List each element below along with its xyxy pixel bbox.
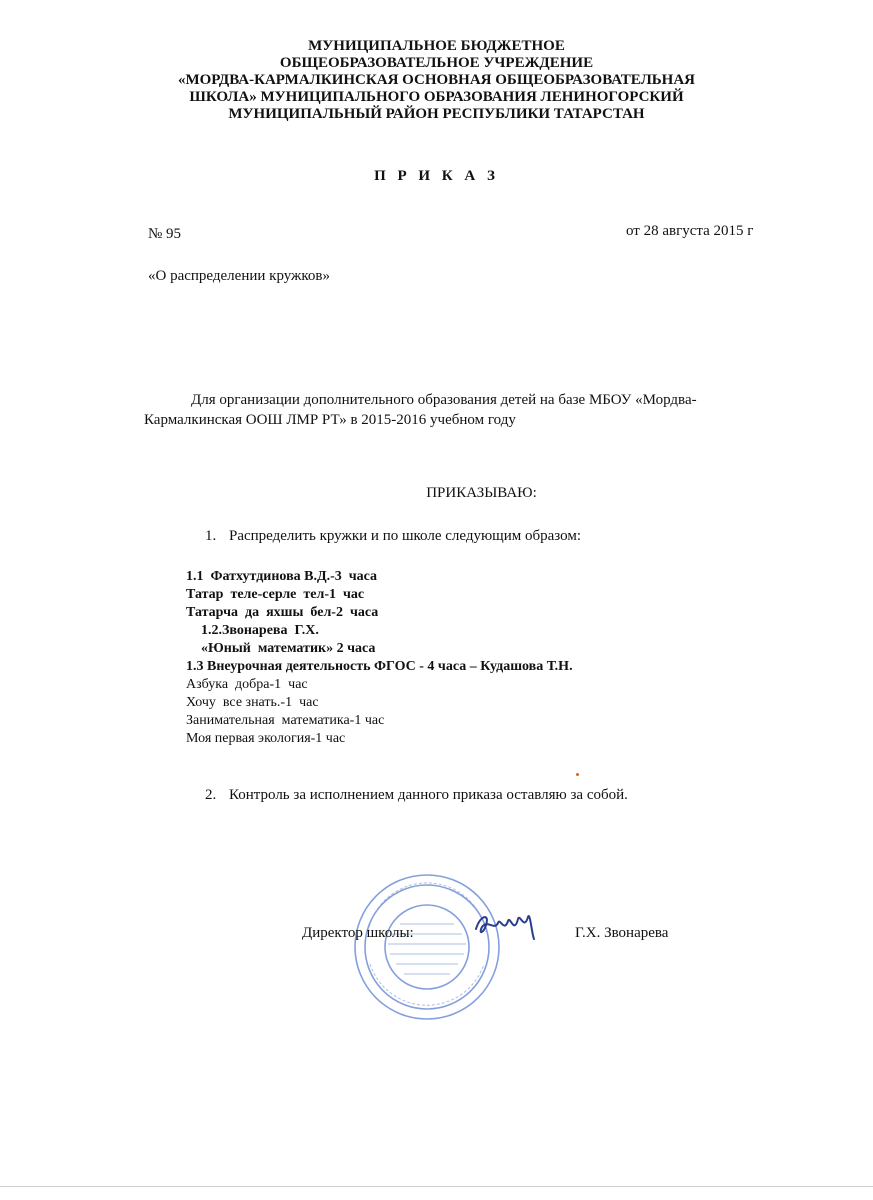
signatory-name: Г.Х. Звонарева [575,925,669,941]
list-item: Моя первая экология-1 час [186,731,346,746]
header-line: ШКОЛА» МУНИЦИПАЛЬНОГО ОБРАЗОВАНИЯ ЛЕНИНОГОРСКИЙ [189,89,684,105]
list-item: «Юный математик» 2 часа [194,641,376,656]
item-number: 2. [205,787,217,803]
intro-line: Кармалкинская ООШ ЛМР РТ» в 2015-2016 учебном году [144,412,516,428]
signature-label: Директор школы: [302,925,414,941]
list-item: Татарча да яхшы бел-2 часа [186,605,379,620]
order-item-1 [205,528,581,545]
document-title: П Р И К А З [374,168,499,184]
list-item: 1.1 Фатхутдинова В.Д.-3 часа [186,569,378,584]
header-line: МУНИЦИПАЛЬНЫЙ РАЙОН РЕСПУБЛИКИ ТАТАРСТАН [228,106,645,122]
list-item: Азбука добра-1 час [186,677,308,692]
list-item: 1.2.Звонарева Г.Х. [194,623,319,638]
club-list [186,568,573,748]
header-line: ОБЩЕОБРАЗОВАТЕЛЬНОЕ УЧРЕЖДЕНИЕ [279,55,594,71]
order-subject: «О распределении кружков» [148,268,331,284]
intro-paragraph [144,390,784,430]
item-text: Распределить кружки и по школе следующим образом: [229,528,582,544]
school-seal-icon [352,872,502,1022]
ink-mark [576,773,579,776]
list-item: Хочу все знать.-1 час [186,695,319,710]
list-item: 1.3 Внеурочная деятельность ФГОС - 4 часа – Кудашова Т.Н. [186,659,573,674]
item-number: 1. [205,528,217,544]
organization-header [0,38,873,123]
director-signature-icon [470,905,540,945]
order-item-2 [205,787,628,804]
order-word: ПРИКАЗЫВАЮ: [426,485,537,501]
page-edge-divider [0,1186,873,1187]
order-date: от 28 августа 2015 г [626,223,754,239]
intro-line: Для организации дополнительного образования детей на базе МБОУ «Мордва- [191,392,697,408]
header-line: «МОРДВА-КАРМАЛКИНСКАЯ ОСНОВНАЯ ОБЩЕОБРАЗОВАТЕЛЬНАЯ [177,72,696,88]
header-line: МУНИЦИПАЛЬНОЕ БЮДЖЕТНОЕ [308,38,565,54]
order-number: № 95 [148,226,182,242]
item-text: Контроль за исполнением данного приказа оставляю за собой. [229,787,628,803]
list-item: Татар теле-серле тел-1 час [186,587,365,602]
list-item: Занимательная математика-1 час [186,713,385,728]
